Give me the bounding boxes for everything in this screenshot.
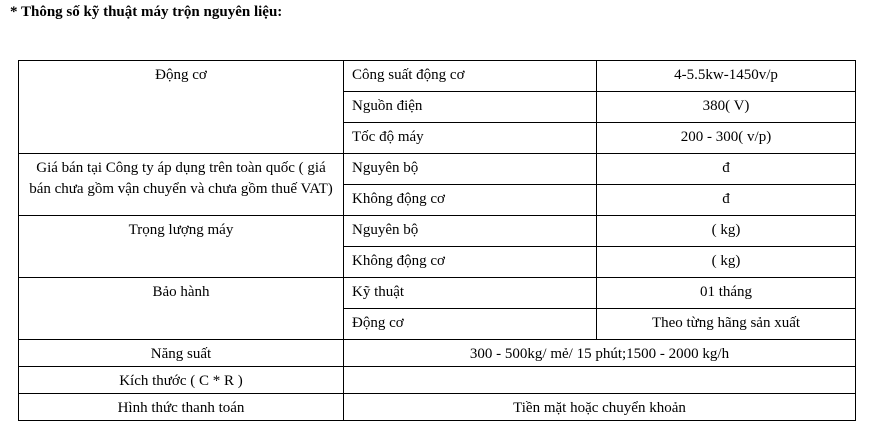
row-name: Kỹ thuật bbox=[344, 278, 597, 309]
table-row bbox=[19, 367, 856, 394]
table-row bbox=[19, 278, 856, 309]
table-row bbox=[19, 340, 856, 367]
group-label-weight: Trọng lượng máy bbox=[19, 216, 344, 278]
row-value: Theo từng hãng sản xuất bbox=[597, 309, 856, 340]
spec-table bbox=[18, 60, 856, 421]
group-label-price: Giá bán tại Công ty áp dụng trên toàn quốc ( giá bán chưa gồm vận chuyển và chưa gồm thuế VAT) bbox=[19, 154, 344, 216]
size-value bbox=[344, 367, 856, 394]
row-value: 200 - 300( v/p) bbox=[597, 123, 856, 154]
row-value: 4-5.5kw-1450v/p bbox=[597, 61, 856, 92]
table-row bbox=[19, 61, 856, 92]
capacity-label: Năng suất bbox=[19, 340, 344, 367]
row-name: Nguồn điện bbox=[344, 92, 597, 123]
row-name: Không động cơ bbox=[344, 247, 597, 278]
table-row bbox=[19, 154, 856, 185]
group-label-warranty: Bảo hành bbox=[19, 278, 344, 340]
payment-label: Hình thức thanh toán bbox=[19, 394, 344, 421]
row-value: đ bbox=[597, 154, 856, 185]
group-label-motor: Động cơ bbox=[19, 61, 344, 154]
payment-value: Tiền mặt hoặc chuyển khoản bbox=[344, 394, 856, 421]
row-name: Công suất động cơ bbox=[344, 61, 597, 92]
row-value: ( kg) bbox=[597, 247, 856, 278]
row-name: Nguyên bộ bbox=[344, 216, 597, 247]
capacity-value: 300 - 500kg/ mẻ/ 15 phút;1500 - 2000 kg/h bbox=[344, 340, 856, 367]
row-value: đ bbox=[597, 185, 856, 216]
row-name: Nguyên bộ bbox=[344, 154, 597, 185]
size-label: Kích thước ( C * R ) bbox=[19, 367, 344, 394]
table-row bbox=[19, 394, 856, 421]
row-name: Không động cơ bbox=[344, 185, 597, 216]
row-value: 380( V) bbox=[597, 92, 856, 123]
section-heading: * Thông số kỹ thuật máy trộn nguyên liệu: bbox=[10, 4, 283, 20]
row-value: ( kg) bbox=[597, 216, 856, 247]
row-value: 01 tháng bbox=[597, 278, 856, 309]
row-name: Động cơ bbox=[344, 309, 597, 340]
table-row bbox=[19, 216, 856, 247]
row-name: Tốc độ máy bbox=[344, 123, 597, 154]
